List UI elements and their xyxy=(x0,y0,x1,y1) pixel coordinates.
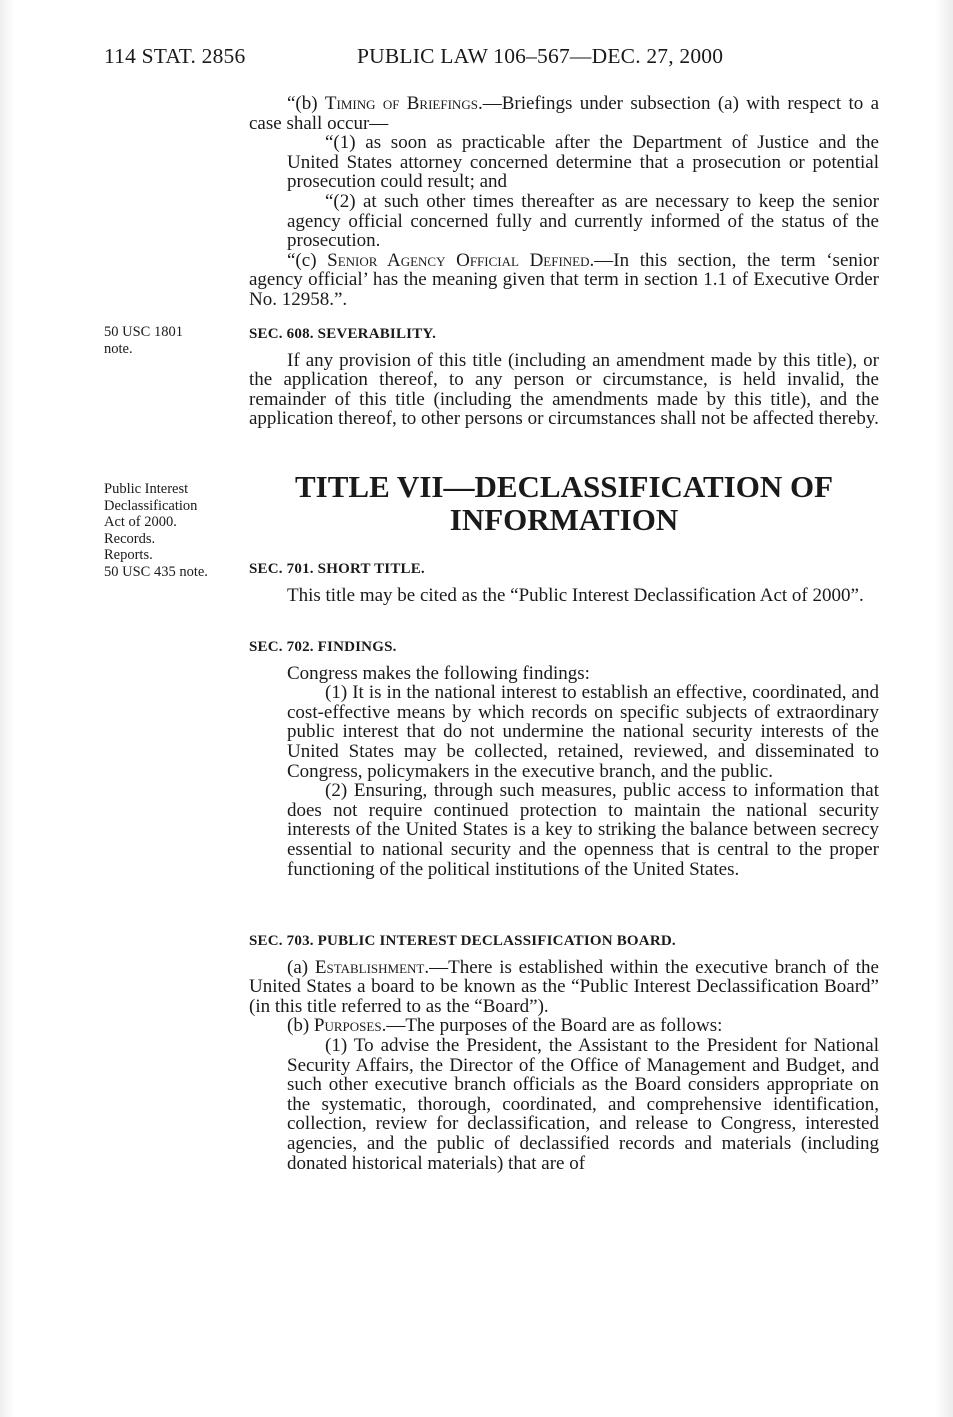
margin-note-line: 50 USC 435 note. xyxy=(104,563,208,580)
section-heading: SEC. 702. FINDINGS. xyxy=(249,639,397,655)
section-608 xyxy=(249,325,879,429)
section-701 xyxy=(249,560,879,605)
margin-note-line: Reports. xyxy=(104,547,153,563)
section-703 xyxy=(249,932,879,1173)
subsection-b-purposes xyxy=(249,1016,879,1036)
finding-2: (2) Ensuring, through such measures, public access to information that does not require continued protection to maintain the national security interests of the United States is a key to striking the balance between secrecy essential to national security and the openness that is central to the proper functioning of the political institutions of the United States. xyxy=(287,780,879,880)
subsection-text: .—Briefings under subsection (a) with respect to a case shall occur— xyxy=(249,93,879,134)
subsection-label: “(b) xyxy=(287,93,325,114)
purpose-1: (1) To advise the President, the Assistant to the President for National Security Affairs, the Director of the Office of Management and Budget, and such other executive branch officials as the Board considers appropriate on the systematic, thorough, coordinated, and comprehensive identification, collection, review for declassification, and release to Congress, interested agencies, and the public of declassified records and materials (including donated historical materials) that are of xyxy=(287,1034,879,1174)
title-line: TITLE VII—DECLASSIFICATION OF xyxy=(294,469,834,504)
title-line: INFORMATION xyxy=(449,502,679,537)
subsection-heading: Purposes xyxy=(313,1015,382,1037)
margin-note-line: note. xyxy=(104,340,133,357)
paragraph-b2: “(2) at such other times thereafter as are necessary to keep the senior agency official concerned fully and currently informed of the status of the prosecution. xyxy=(287,190,879,252)
margin-note-line: Declassification xyxy=(104,497,198,514)
subsection-label: “(c) xyxy=(287,249,328,271)
section-intro: Congress makes the following findings: xyxy=(287,662,590,684)
section-text: If any provision of this title (including an amendment made by this title), or the application thereof, to any person or circumstance, is held invalid, the remainder of this title (including the amendments made by this title), and the application thereof, to other persons or circumstances shall not be affected thereby. xyxy=(249,349,879,430)
section-heading: SEC. 703. PUBLIC INTEREST DECLASSIFICATION BOARD. xyxy=(249,933,676,949)
title-heading xyxy=(249,470,879,536)
finding-1: (1) It is in the national interest to establish an effective, coordinated, and cost-effective means by which records on specific subjects of extraordinary public interest that do not undermine the national security interests of the United States may be collected, retained, reviewed, and disseminated to Congress, policymakers in the executive branch, and the public. xyxy=(287,682,879,782)
subsection-b xyxy=(249,94,879,133)
subsection-heading: Senior Agency Official Defined xyxy=(327,249,590,271)
subsection-a xyxy=(249,958,879,1017)
subsection-label: (a) xyxy=(287,956,315,978)
paragraph-b1: “(1) as soon as practicable after the Department of Justice and the United States attorney concerned determine that a prosecution or potential prosecution could result; and xyxy=(287,132,879,193)
subsection-text: .—There is established within the executive branch of the United States a board to be known as the “Public Interest Declassification Board” (in this title referred to as the “Board”). xyxy=(249,956,879,1017)
margin-note-line: 50 USC 1801 xyxy=(104,324,183,340)
subsection-label: (b) xyxy=(287,1015,314,1037)
subsection-text: .—In this section, the term ‘senior agency official’ has the meaning given that term in section 1.1 of Executive Order No. 12958.”. xyxy=(249,249,879,310)
upper-text-block xyxy=(249,94,879,310)
public-law-reference: PUBLIC LAW 106–567—DEC. 27, 2000 xyxy=(357,44,724,68)
margin-note-line: Records. xyxy=(104,530,156,547)
margin-note-sec608 xyxy=(104,324,244,357)
section-702 xyxy=(249,638,879,879)
section-text: This title may be cited as the “Public Interest Declassification Act of 2000”. xyxy=(287,584,864,606)
subsection-heading: Timing of Briefings xyxy=(324,93,478,114)
subsection-text: .—The purposes of the Board are as follows: xyxy=(381,1015,723,1037)
margin-note-line: Public Interest xyxy=(104,481,189,497)
margin-note-title7 xyxy=(104,481,244,580)
subsection-heading: Establishment xyxy=(314,956,425,978)
section-heading: SEC. 701. SHORT TITLE. xyxy=(249,561,425,577)
subsection-c xyxy=(249,251,879,310)
section-heading: SEC. 608. SEVERABILITY. xyxy=(249,326,437,342)
stat-reference: 114 STAT. 2856 xyxy=(104,44,246,68)
running-head xyxy=(104,44,873,74)
margin-note-line: Act of 2000. xyxy=(104,514,177,530)
